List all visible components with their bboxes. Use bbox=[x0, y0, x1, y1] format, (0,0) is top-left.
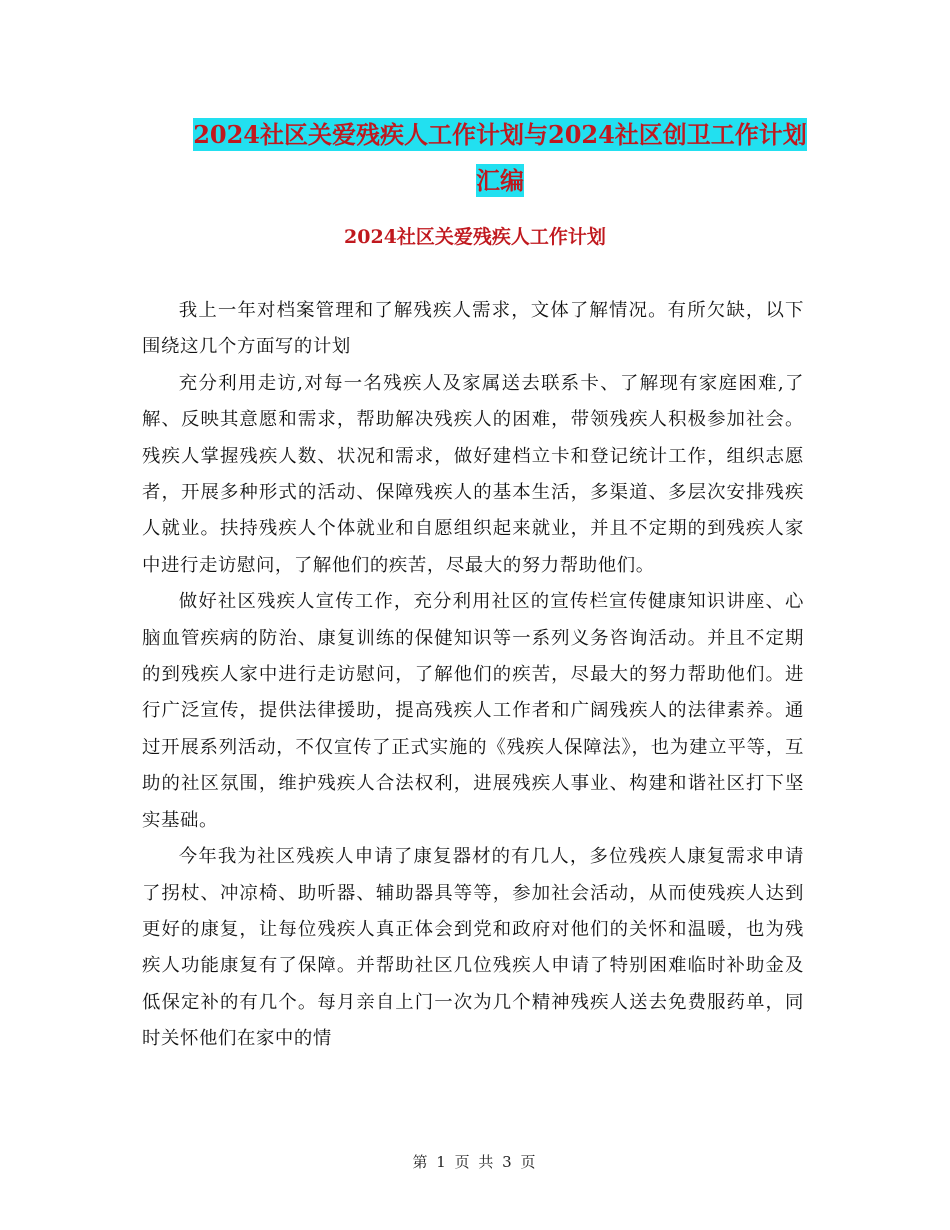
paragraph: 今年我为社区残疾人申请了康复器材的有几人，多位残疾人康复需求申请了拐杖、冲凉椅、助听器、辅助器具等等，参加社会活动，从而使残疾人达到更好的康复，让每位残疾人真正体会到党和政府对他们的关怀和温暖，也为残疾人功能康复有了保障。并帮助社区几位残疾人申请了特别困难临时补助金及低保定补的有几个。每月亲自上门一次为几个精神残疾人送去免费服药单，同时关怀他们在家中的情 bbox=[142, 846, 804, 1050]
document-body bbox=[142, 293, 804, 1058]
document-title bbox=[185, 112, 815, 204]
section-title: 2024社区关爱残疾人工作计划 bbox=[344, 226, 606, 248]
document-title-text: 2024社区关爱残疾人工作计划与2024社区创卫工作计划汇编 bbox=[193, 120, 807, 195]
page-footer: 第 1 页 共 3 页 bbox=[412, 1153, 538, 1171]
paragraph: 做好社区残疾人宣传工作，充分利用社区的宣传栏宣传健康知识讲座、心脑血管疾病的防治、康复训练的保健知识等一系列义务咨询活动。并且不定期的到残疾人家中进行走访慰问，了解他们的疾苦，尽最大的努力帮助他们。进行广泛宣传，提供法律援助，提高残疾人工作者和广阔残疾人的法律素养。通过开展系列活动，不仅宣传了正式实施的《残疾人保障法》，也为建立平等，互助的社区氛围，维护残疾人合法权利，进展残疾人事业、构建和谐社区打下坚实基础。 bbox=[142, 591, 804, 831]
paragraph: 充分利用走访,对每一名残疾人及家属送去联系卡、了解现有家庭困难,了解、反映其意愿和需求，帮助解决残疾人的困难，带领残疾人积极参加社会。残疾人掌握残疾人数、状况和需求，做好建档立卡和登记统计工作，组织志愿者，开展多种形式的活动、保障残疾人的基本生活，多渠道、多层次安排残疾人就业。扶持残疾人个体就业和自愿组织起来就业，并且不定期的到残疾人家中进行走访慰问，了解他们的疾苦，尽最大的努力帮助他们。 bbox=[142, 372, 804, 576]
paragraph: 我上一年对档案管理和了解残疾人需求，文体了解情况。有所欠缺，以下围绕这几个方面写的计划 bbox=[142, 300, 804, 358]
